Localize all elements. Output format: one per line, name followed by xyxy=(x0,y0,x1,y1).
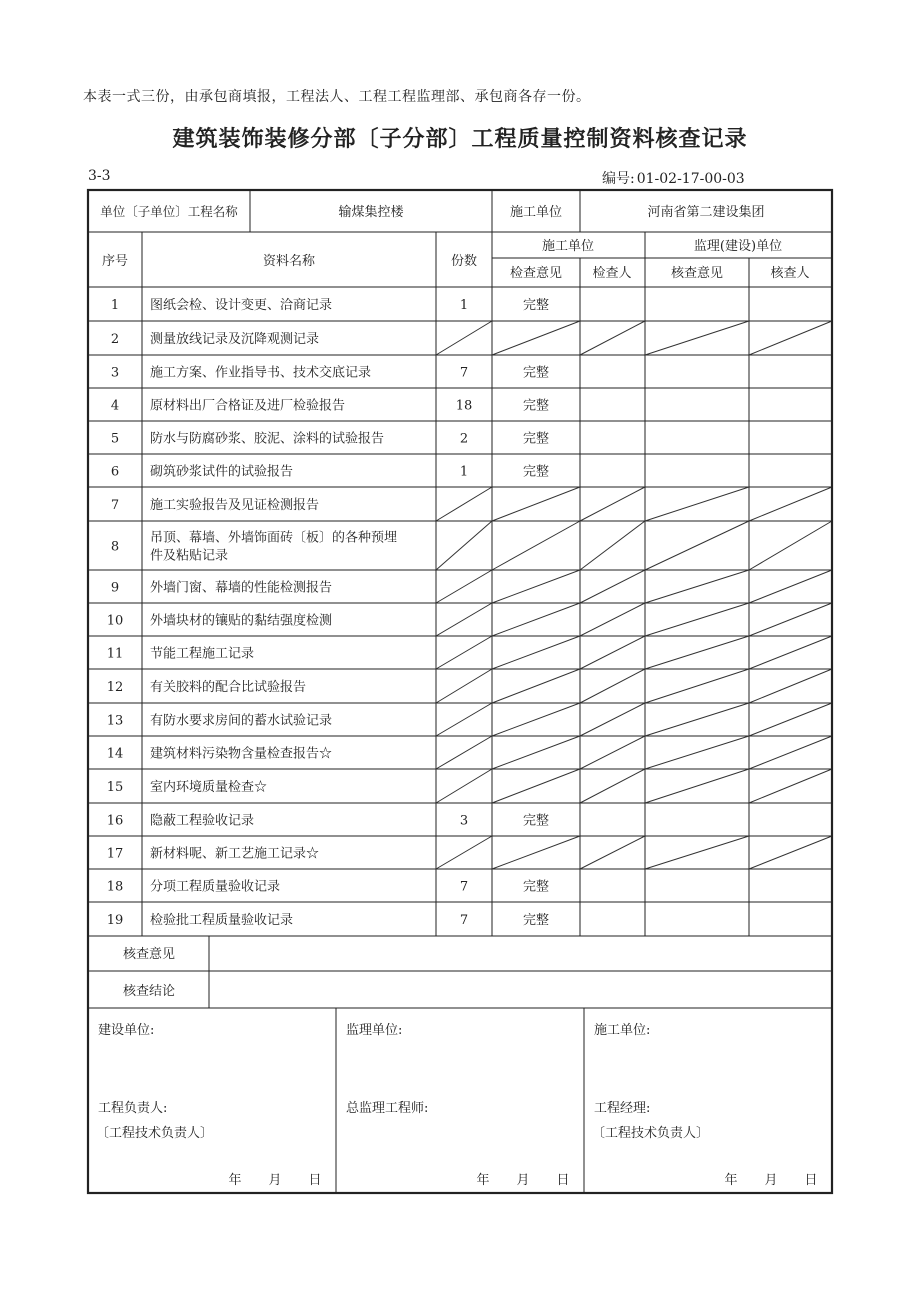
not-applicable-slash xyxy=(580,736,645,769)
row-number: 10 xyxy=(106,613,124,629)
date-month: 月 xyxy=(764,1173,778,1188)
not-applicable-slash xyxy=(645,703,749,736)
signature-role: 工程经理: xyxy=(594,1101,651,1116)
not-applicable-slash xyxy=(492,570,580,603)
date-month: 月 xyxy=(516,1173,530,1188)
not-applicable-slash xyxy=(492,736,580,769)
row-check-opinion: 完整 xyxy=(522,913,550,928)
row-number: 13 xyxy=(106,713,124,729)
not-applicable-slash xyxy=(436,736,492,769)
col-check-opinion: 检查意见 xyxy=(509,266,563,281)
row-copies: 7 xyxy=(459,365,469,381)
row-document-name: 有防水要求房间的蓄水试验记录 xyxy=(150,713,333,729)
row-document-name: 施工方案、作业指导书、技术交底记录 xyxy=(150,365,372,381)
row-number: 8 xyxy=(110,539,120,555)
row-check-opinion: 完整 xyxy=(522,398,550,414)
date-day: 日 xyxy=(804,1173,818,1188)
row-document-name: 防水与防腐砂浆、胶泥、涂料的试验报告 xyxy=(150,431,385,447)
row-copies: 3 xyxy=(459,813,469,829)
signature-unit: 施工单位: xyxy=(594,1023,651,1038)
col-seq-header: 序号 xyxy=(101,254,129,269)
row-document-name: 砌筑砂浆试件的试验报告 xyxy=(150,464,294,480)
row-document-name: 图纸会检、设计变更、洽商记录 xyxy=(150,298,333,313)
not-applicable-slash xyxy=(580,487,645,521)
not-applicable-slash xyxy=(749,603,832,636)
row-check-opinion: 完整 xyxy=(522,298,550,313)
not-applicable-slash xyxy=(645,636,749,669)
not-applicable-slash xyxy=(492,669,580,703)
not-applicable-slash xyxy=(749,703,832,736)
not-applicable-slash xyxy=(492,321,580,355)
not-applicable-slash xyxy=(580,521,645,570)
not-applicable-slash xyxy=(749,836,832,869)
row-copies: 2 xyxy=(459,431,469,447)
row-number: 18 xyxy=(106,879,124,895)
not-applicable-slash xyxy=(580,570,645,603)
row-document-name: 隐蔽工程验收记录 xyxy=(150,813,255,829)
not-applicable-slash xyxy=(749,487,832,521)
row-document-name: 检验批工程质量验收记录 xyxy=(150,913,294,928)
not-applicable-slash xyxy=(436,521,492,570)
not-applicable-slash xyxy=(749,570,832,603)
row-document-name: 测量放线记录及沉降观测记录 xyxy=(150,332,320,347)
signature-role: 总监理工程师: xyxy=(346,1101,429,1116)
row-document-name-line2: 件及粘贴记录 xyxy=(150,548,229,564)
col-copies-header: 份数 xyxy=(450,254,478,269)
row-copies: 7 xyxy=(459,913,469,928)
row-check-opinion: 完整 xyxy=(522,431,550,447)
not-applicable-slash xyxy=(645,521,749,570)
serial-value: 01-02-17-00-03 xyxy=(636,171,745,187)
row-document-name: 室内环境质量检查☆ xyxy=(150,780,268,795)
row-number: 7 xyxy=(110,498,120,513)
row-copies: 7 xyxy=(459,879,469,895)
not-applicable-slash xyxy=(492,603,580,636)
row-number: 16 xyxy=(106,813,124,829)
row-number: 14 xyxy=(106,746,124,762)
row-document-name: 新材料呢、新工艺施工记录☆ xyxy=(150,846,320,862)
row-document-name: 建筑材料污染物含量检查报告☆ xyxy=(150,746,333,762)
document-title: 建筑装饰装修分部〔子分部〕工程质量控制资料核查记录 xyxy=(172,127,748,152)
distribution-note: 本表一式三份，由承包商填报，工程法人、工程工程监理部、承包商各存一份。 xyxy=(83,89,591,105)
signature-role: 工程负责人: xyxy=(98,1101,168,1116)
row-number: 4 xyxy=(110,398,120,414)
date-day: 日 xyxy=(556,1173,570,1188)
row-number: 1 xyxy=(110,298,120,313)
row-number: 17 xyxy=(106,846,124,862)
not-applicable-slash xyxy=(645,321,749,355)
not-applicable-slash xyxy=(580,703,645,736)
row-document-name: 节能工程施工记录 xyxy=(150,646,255,662)
row-document-name: 施工实验报告及见证检测报告 xyxy=(150,498,320,513)
row-number: 2 xyxy=(110,332,120,347)
not-applicable-slash xyxy=(436,769,492,803)
not-applicable-slash xyxy=(645,487,749,521)
row-document-name-line1: 吊顶、幕墙、外墙饰面砖〔板〕的各种预埋 xyxy=(150,530,398,546)
serial-label: 编号: xyxy=(602,171,635,187)
col-name-header: 资料名称 xyxy=(262,254,316,269)
form-code: 3-3 xyxy=(88,168,111,184)
not-applicable-slash xyxy=(436,603,492,636)
row-document-name: 外墙块材的镶贴的黏结强度检测 xyxy=(150,613,333,629)
date-year: 年 xyxy=(724,1173,738,1188)
not-applicable-slash xyxy=(436,669,492,703)
unit-name-label: 单位〔子单位〕工程名称 xyxy=(100,204,238,219)
not-applicable-slash xyxy=(580,603,645,636)
row-number: 15 xyxy=(106,780,124,795)
not-applicable-slash xyxy=(645,603,749,636)
row-check-opinion: 完整 xyxy=(522,464,550,480)
col-supervision-group: 监理(建设)单位 xyxy=(693,239,783,254)
signature-sub-role: 〔工程技术负责人〕 xyxy=(96,1126,214,1141)
not-applicable-slash xyxy=(580,836,645,869)
not-applicable-slash xyxy=(492,636,580,669)
row-check-opinion: 完整 xyxy=(522,813,550,829)
not-applicable-slash xyxy=(645,669,749,703)
not-applicable-slash xyxy=(580,636,645,669)
not-applicable-slash xyxy=(436,636,492,669)
row-number: 9 xyxy=(110,580,120,596)
not-applicable-slash xyxy=(580,669,645,703)
not-applicable-slash xyxy=(492,703,580,736)
review-opinion-label: 核查意见 xyxy=(122,947,176,962)
not-applicable-slash xyxy=(749,669,832,703)
col-reviewer: 核查人 xyxy=(770,266,810,281)
row-number: 19 xyxy=(106,913,124,928)
date-month: 月 xyxy=(268,1173,282,1188)
row-document-name: 有关胶料的配合比试验报告 xyxy=(150,680,307,695)
not-applicable-slash xyxy=(492,769,580,803)
not-applicable-slash xyxy=(749,736,832,769)
not-applicable-slash xyxy=(645,836,749,869)
row-number: 5 xyxy=(110,431,120,447)
not-applicable-slash xyxy=(749,521,832,570)
unit-name-value: 输煤集控楼 xyxy=(338,205,404,220)
row-number: 12 xyxy=(106,680,124,695)
review-conclusion-label: 核查结论 xyxy=(122,984,176,999)
not-applicable-slash xyxy=(492,521,580,570)
row-number: 3 xyxy=(110,365,120,381)
not-applicable-slash xyxy=(749,769,832,803)
date-year: 年 xyxy=(228,1173,242,1188)
row-number: 6 xyxy=(110,464,120,480)
row-document-name: 外墙门窗、幕墙的性能检测报告 xyxy=(150,580,333,596)
not-applicable-slash xyxy=(492,836,580,869)
signature-unit: 监理单位: xyxy=(346,1023,403,1038)
contractor-value: 河南省第二建设集团 xyxy=(647,205,765,220)
row-check-opinion: 完整 xyxy=(522,879,550,895)
not-applicable-slash xyxy=(580,321,645,355)
date-year: 年 xyxy=(476,1173,490,1188)
row-check-opinion: 完整 xyxy=(522,365,550,381)
row-copies: 18 xyxy=(455,398,473,414)
contractor-label: 施工单位 xyxy=(509,205,563,220)
not-applicable-slash xyxy=(492,487,580,521)
not-applicable-slash xyxy=(580,769,645,803)
not-applicable-slash xyxy=(749,321,832,355)
not-applicable-slash xyxy=(436,703,492,736)
col-checker: 检查人 xyxy=(592,266,632,281)
not-applicable-slash xyxy=(436,836,492,869)
not-applicable-slash xyxy=(749,636,832,669)
not-applicable-slash xyxy=(436,321,492,355)
not-applicable-slash xyxy=(645,736,749,769)
signature-unit: 建设单位: xyxy=(98,1023,155,1038)
not-applicable-slash xyxy=(645,769,749,803)
row-document-name: 分项工程质量验收记录 xyxy=(150,879,281,895)
not-applicable-slash xyxy=(436,487,492,521)
date-day: 日 xyxy=(308,1173,322,1188)
signature-sub-role: 〔工程技术负责人〕 xyxy=(592,1126,710,1141)
row-copies: 1 xyxy=(459,464,469,480)
col-review-opinion: 核查意见 xyxy=(670,266,724,281)
row-copies: 1 xyxy=(459,298,469,313)
row-document-name: 原材料出厂合格证及进厂检验报告 xyxy=(150,398,346,414)
col-construction-group: 施工单位 xyxy=(541,239,595,254)
not-applicable-slash xyxy=(645,570,749,603)
not-applicable-slash xyxy=(436,570,492,603)
row-number: 11 xyxy=(106,646,124,662)
